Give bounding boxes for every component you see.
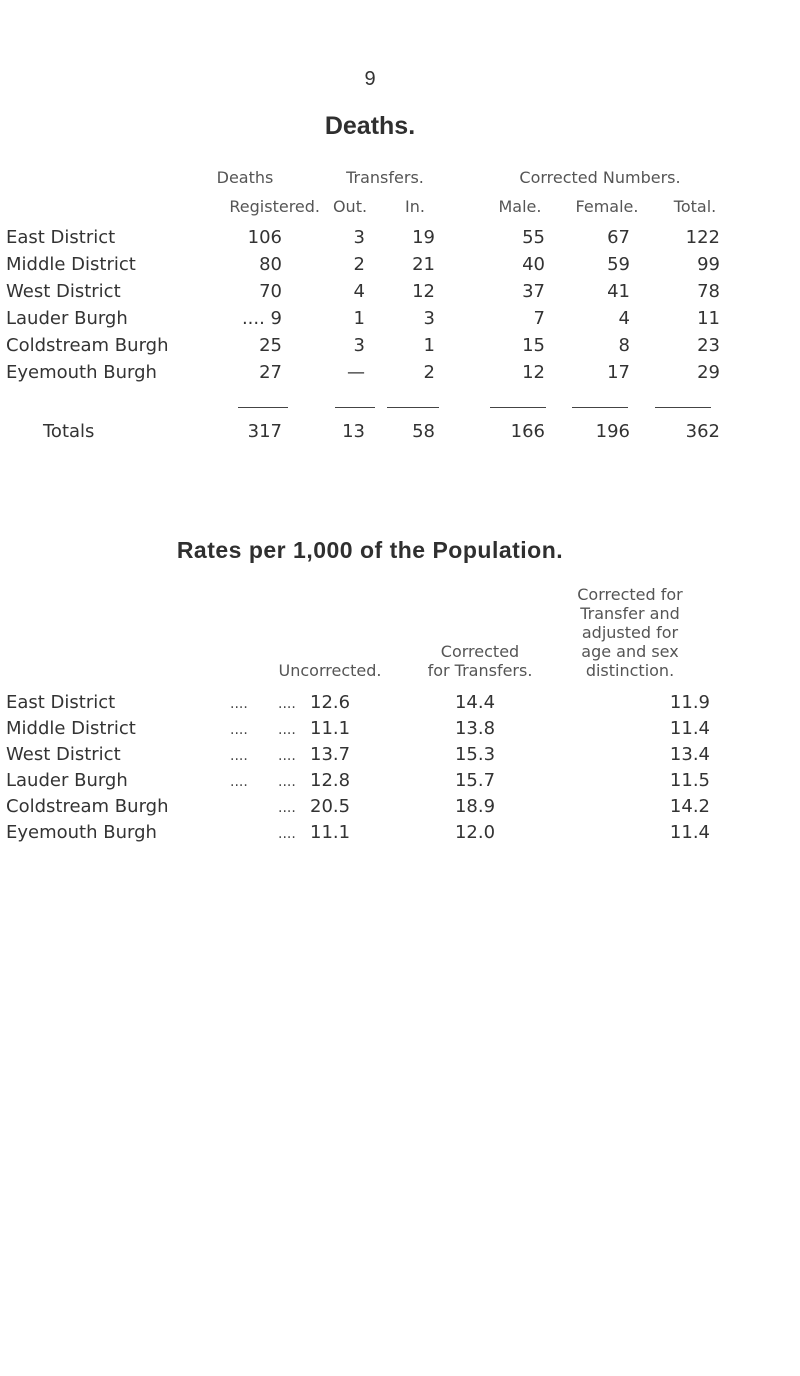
deaths-title: Deaths. [324, 112, 416, 140]
cell-total: 99 [697, 254, 720, 275]
cell-uncorrected: 11.1 [310, 822, 351, 843]
leader-dots: .... [230, 774, 248, 790]
cell-adjusted: 11.4 [669, 718, 710, 739]
cell-female: 4 [618, 308, 630, 329]
rule-registered [238, 407, 288, 408]
cell-out: 4 [353, 281, 365, 302]
cell-uncorrected: 13.7 [310, 744, 351, 765]
cell-registered: .... 9 [241, 308, 282, 329]
leader-dots: .... [278, 748, 296, 764]
cell-total: 78 [697, 281, 720, 302]
cell-in: 21 [412, 254, 435, 275]
total-out: 13 [342, 421, 365, 442]
total-female: 196 [595, 421, 630, 442]
cell-adjusted: 11.9 [669, 692, 710, 713]
cell-registered: 25 [259, 335, 282, 356]
row-district: East District [6, 227, 116, 248]
header-transfers: Transfers. [346, 168, 424, 187]
cell-in: 1 [423, 335, 435, 356]
header-adjusted-5: distinction. [585, 661, 675, 680]
cell-female: 41 [607, 281, 630, 302]
rates-title: Rates per 1,000 of the Population. [176, 537, 564, 563]
cell-out: 3 [353, 227, 365, 248]
row-district: East District [6, 692, 116, 713]
cell-male: 40 [522, 254, 545, 275]
rule-out [335, 407, 375, 408]
cell-female: 59 [607, 254, 630, 275]
leader-dots: .... [278, 722, 296, 738]
cell-total: 29 [697, 362, 720, 383]
total-total: 362 [685, 421, 720, 442]
leader-dots: .... [230, 722, 248, 738]
cell-total: 23 [697, 335, 720, 356]
cell-adjusted: 11.5 [669, 770, 710, 791]
cell-total: 122 [685, 227, 720, 248]
cell-male: 55 [522, 227, 545, 248]
row-district: Coldstream Burgh [6, 796, 169, 817]
header-total: Total. [673, 197, 717, 216]
row-district: West District [6, 281, 121, 302]
header-adjusted-1: Corrected for [577, 585, 683, 604]
cell-corrected: 18.9 [454, 796, 496, 817]
cell-corrected: 14.4 [454, 692, 496, 713]
cell-out: — [347, 362, 365, 383]
cell-female: 17 [607, 362, 630, 383]
header-adjusted-2: Transfer and [580, 604, 680, 623]
cell-in: 19 [412, 227, 435, 248]
row-district: Eyemouth Burgh [6, 362, 157, 383]
row-district: Middle District [6, 718, 136, 739]
row-district: Eyemouth Burgh [6, 822, 157, 843]
cell-corrected: 13.8 [454, 718, 496, 739]
header-uncorrected: Uncorrected. [278, 661, 382, 680]
cell-registered: 80 [259, 254, 282, 275]
cell-male: 37 [522, 281, 545, 302]
cell-adjusted: 11.4 [669, 822, 710, 843]
total-registered: 317 [247, 421, 282, 442]
cell-in: 3 [423, 308, 435, 329]
cell-out: 3 [353, 335, 365, 356]
header-adjusted-4: age and sex [581, 642, 679, 661]
header-deaths: Deaths [216, 168, 274, 187]
cell-in: 12 [412, 281, 435, 302]
page-number: 9 [364, 68, 376, 90]
cell-female: 8 [618, 335, 630, 356]
header-corrected-numbers: Corrected Numbers. [519, 168, 681, 187]
row-district: Lauder Burgh [6, 770, 128, 791]
cell-uncorrected: 11.1 [310, 718, 351, 739]
header-female: Female. [575, 197, 639, 216]
header-registered: Registered. [229, 197, 320, 216]
leader-dots: .... [230, 696, 248, 712]
cell-adjusted: 14.2 [669, 796, 710, 817]
cell-male: 15 [522, 335, 545, 356]
cell-out: 1 [353, 308, 365, 329]
row-district: West District [6, 744, 121, 765]
rule-total [655, 407, 711, 408]
rule-female [572, 407, 628, 408]
cell-uncorrected: 12.8 [310, 770, 351, 791]
header-in: In. [405, 197, 425, 216]
cell-registered: 27 [259, 362, 282, 383]
cell-corrected: 15.7 [454, 770, 496, 791]
header-adjusted-3: adjusted for [581, 623, 679, 642]
cell-uncorrected: 20.5 [310, 796, 351, 817]
rule-in [387, 407, 439, 408]
leader-dots: .... [278, 800, 296, 816]
cell-registered: 106 [247, 227, 282, 248]
cell-uncorrected: 12.6 [310, 692, 351, 713]
header-corrected-2: for Transfers. [427, 661, 533, 680]
leader-dots: .... [278, 696, 296, 712]
header-out: Out. [332, 197, 368, 216]
row-district: Lauder Burgh [6, 308, 128, 329]
row-district: Coldstream Burgh [6, 335, 169, 356]
cell-out: 2 [353, 254, 365, 275]
cell-total: 11 [697, 308, 720, 329]
leader-dots: .... [278, 826, 296, 842]
row-district: Middle District [6, 254, 136, 275]
cell-in: 2 [423, 362, 435, 383]
leader-dots: .... [278, 774, 296, 790]
rule-male [490, 407, 546, 408]
total-male: 166 [510, 421, 545, 442]
cell-male: 12 [522, 362, 545, 383]
header-corrected-1: Corrected [440, 642, 520, 661]
cell-adjusted: 13.4 [669, 744, 710, 765]
cell-registered: 70 [259, 281, 282, 302]
totals-label: Totals [43, 421, 95, 442]
cell-corrected: 15.3 [454, 744, 496, 765]
leader-dots: .... [230, 748, 248, 764]
cell-male: 7 [533, 308, 545, 329]
cell-corrected: 12.0 [454, 822, 496, 843]
cell-female: 67 [607, 227, 630, 248]
header-male: Male. [498, 197, 542, 216]
total-in: 58 [412, 421, 435, 442]
